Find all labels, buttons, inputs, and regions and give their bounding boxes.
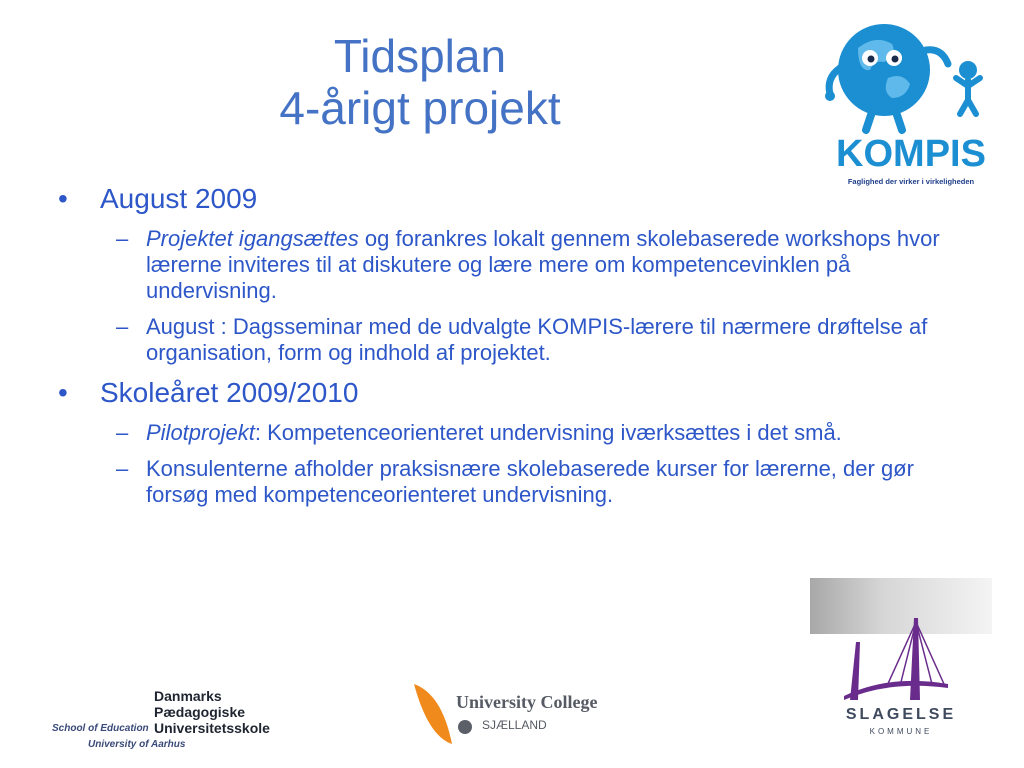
slagelse-name: SLAGELSE <box>845 706 957 723</box>
uc-name: University College <box>456 692 598 712</box>
dpu-logo <box>50 688 290 760</box>
sub-bullet-item <box>58 420 966 446</box>
dash-marker: – <box>116 314 129 339</box>
slagelse-logo <box>810 578 992 742</box>
title-line-1: Tidsplan <box>333 30 507 82</box>
dpu-university: University of Aarhus <box>88 739 186 750</box>
dpu-school: School of Education <box>52 723 149 734</box>
bullet-item <box>58 376 978 410</box>
dash-marker: – <box>116 456 129 481</box>
sub-bullet-item <box>58 226 966 304</box>
sub-bullet-text: og forankres lokalt gennem skolebaserede workshops hvor lærerne inviteres til at diskutere og lære mere om kompetencevinklen på undervisning. <box>146 226 940 303</box>
bullet-marker: • <box>58 377 68 408</box>
kompis-globe-icon <box>818 8 1004 188</box>
sub-bullet-text: Konsulenterne afholder praksisnære skolebaserede kurser for lærerne, der gør forsøg med kompetenceorienteret undervisning. <box>146 456 914 507</box>
dash-marker: – <box>116 420 129 445</box>
sub-bullet-item <box>58 314 966 366</box>
bullet-label: Skoleåret 2009/2010 <box>100 377 359 408</box>
uc-dot-icon <box>456 718 474 736</box>
dash-marker: – <box>116 226 129 251</box>
dpu-line-2: Pædagogiske <box>154 704 246 720</box>
sub-bullet-text: August : Dagsseminar med de udvalgte KOMPIS-lærere til nærmere drøftelse af organisation, form og indhold af projektet. <box>146 314 928 365</box>
bullet-label: August 2009 <box>100 183 258 214</box>
kompis-tagline: Faglighed der virker i virkeligheden <box>847 177 975 186</box>
sub-bullet-italic: Projektet igangsættes <box>146 226 359 251</box>
slagelse-sub: KOMMUNE <box>869 727 933 736</box>
kompis-logo <box>818 8 1004 188</box>
slide-title <box>200 30 640 134</box>
uc-leaf-icon <box>408 680 456 752</box>
kompis-name: KOMPIS <box>836 133 986 175</box>
dpu-line-3: Universitetsskole <box>154 720 270 736</box>
bridge-icon <box>840 614 950 704</box>
slide-content <box>58 182 978 518</box>
bullet-marker: • <box>58 183 68 214</box>
title-line-2: 4-årigt projekt <box>279 82 561 134</box>
uc-logo <box>408 680 648 752</box>
uc-sub: SJÆLLAND <box>482 718 547 732</box>
sub-bullet-italic: Pilotprojekt <box>146 420 255 445</box>
sub-bullet-text: : Kompetenceorienteret undervisning iværksættes i det små. <box>254 420 842 445</box>
dpu-line-1: Danmarks <box>154 688 222 704</box>
sub-bullet-item <box>58 456 966 508</box>
